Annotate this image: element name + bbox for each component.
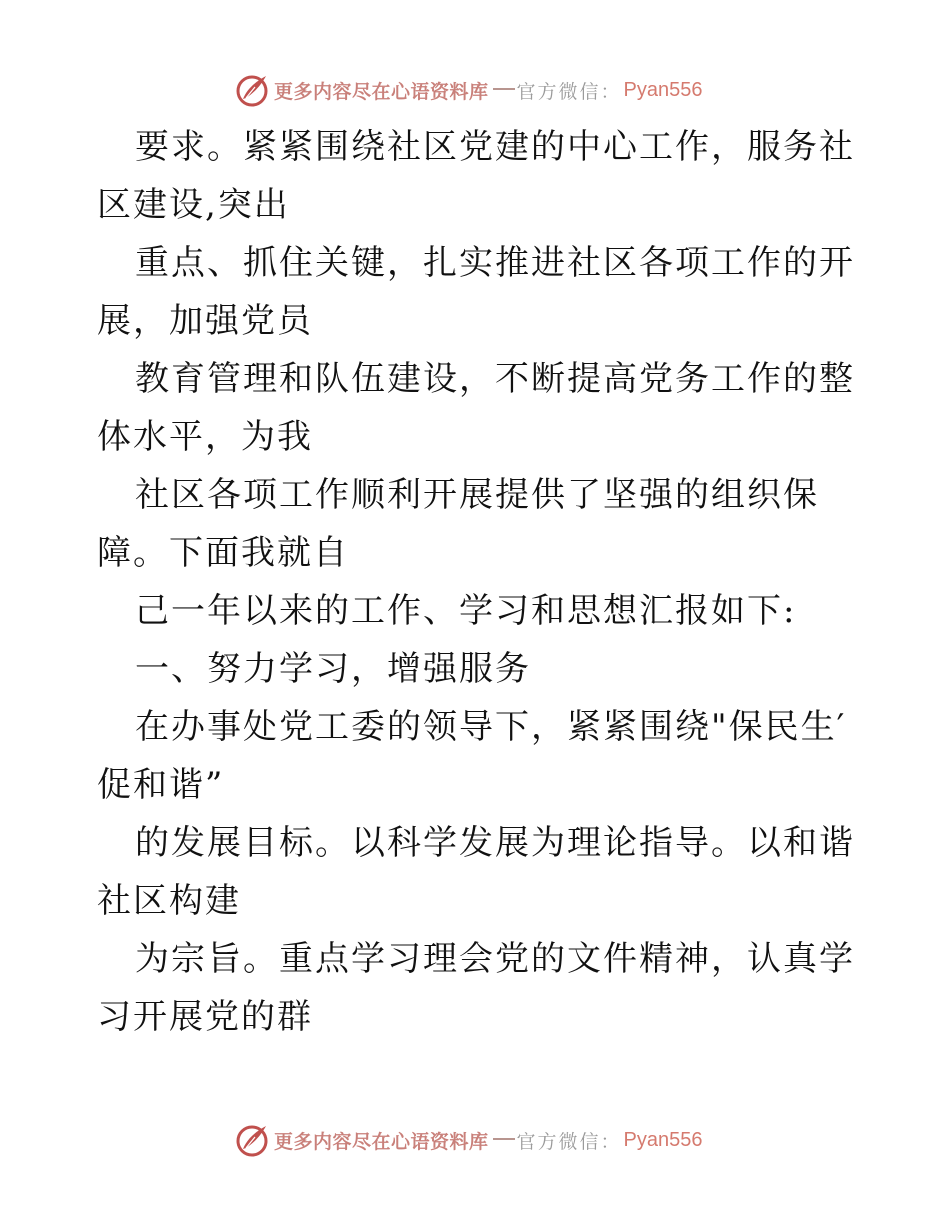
paragraph: 教育管理和队伍建设，不断提高党务工作的整体水平，为我 <box>97 359 855 457</box>
watermark-wechat-label: 官方微信： <box>516 80 622 103</box>
paragraph: 在办事处党工委的领导下，紧紧围绕"保民生′促和谐” <box>97 707 847 805</box>
paragraph: 重点、抓住关键，扎实推进社区各项工作的开展，加强党员 <box>97 243 855 341</box>
quill-logo-icon <box>234 1122 270 1158</box>
watermark-dash <box>493 88 515 90</box>
watermark-dash <box>493 1138 515 1140</box>
paragraph: 的发展目标。以科学发展为理论指导。以和谐社区构建 <box>97 823 855 921</box>
section-heading: 一、努力学习，增强服务 <box>135 649 531 689</box>
paragraph: 社区各项工作顺利开展提供了坚强的组织保障。下面我就自 <box>97 475 819 573</box>
watermark-wechat-id: Pyan556 <box>623 78 703 101</box>
footer-watermark <box>234 1120 703 1160</box>
watermark-brand-text: 更多内容尽在心语资料库 <box>274 80 489 103</box>
header-watermark <box>234 70 703 110</box>
document-body <box>97 118 857 1046</box>
paragraph: 为宗旨。重点学习理会党的文件精神，认真学习开展党的群 <box>97 939 855 1037</box>
watermark-wechat-label: 官方微信： <box>516 1130 622 1153</box>
paragraph: 己一年以来的工作、学习和思想汇报如下: <box>135 591 797 631</box>
quill-logo-icon <box>234 72 270 108</box>
watermark-brand-text: 更多内容尽在心语资料库 <box>274 1130 489 1153</box>
paragraph: 要求。紧紧围绕社区党建的中心工作，服务社区建设,突出 <box>97 127 855 225</box>
watermark-wechat-id: Pyan556 <box>623 1128 703 1151</box>
